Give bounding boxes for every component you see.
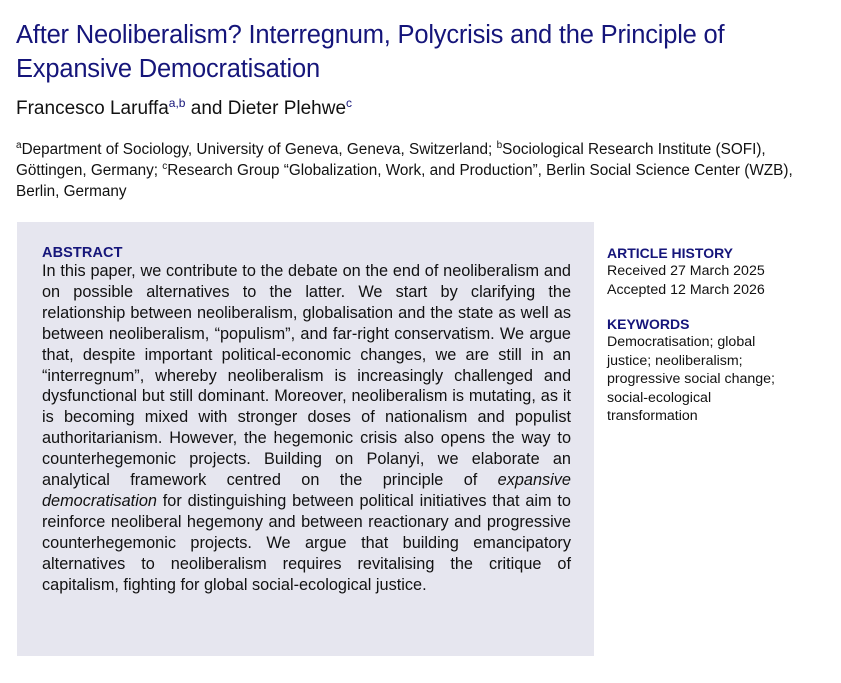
author-name: Dieter Plehwe: [227, 98, 347, 119]
author-affiliation-marks: c: [346, 96, 353, 110]
affiliation-mark: c: [162, 161, 168, 172]
abstract-box: [17, 222, 594, 656]
accepted-date: Accepted 12 March 2026: [607, 281, 765, 298]
keywords-heading: KEYWORDS: [607, 316, 690, 332]
article-title: After Neoliberalism? Interregnum, Polycrisis and the Principle of Expansive Democratisation: [16, 21, 725, 83]
keywords: [607, 316, 827, 426]
article-history-heading: ARTICLE HISTORY: [607, 245, 734, 261]
abstract-italic-phrase: expansive democratisation: [42, 471, 571, 510]
abstract-text-part: for distinguishing between political initiatives that aim to reinforce neoliberal hegemony and between reactionary and progressive counterhegemonic projects. We argue that building emancipatory alternatives to neoliberalism requires revitalising the critique of capitalism, fighting for global social-ecological justice.: [42, 491, 571, 594]
author-name: Francesco Laruffa: [16, 98, 169, 119]
article-history: [607, 245, 827, 299]
affiliation-text: Department of Sociology, University of Geneva, Geneva, Switzerland;: [21, 141, 493, 158]
abstract-text-part: In this paper, we contribute to the debate on the end of neoliberalism and on possible alternatives to the latter. We start by clarifying the relationship between neoliberalism, globalisation and the state as well as between neoliberalism, “populism”, and far-right conservatism. We argue that, despite important political-economic changes, we are still in an “interregnum”, whereby neoliberalism is increasingly challenged and dysfunctional but still dominant. Moreover, neoliberalism is mutating, as it is becoming mixed with stronger doses of nationalism and populist authoritarianism. However, the hegemonic crisis also opens the way to counterhegemonic projects. Building on Polanyi, we elaborate an analytical framework centred on the principle of: [42, 262, 571, 490]
received-date: Received 27 March 2025: [607, 263, 765, 279]
author-list: [16, 97, 352, 121]
author-affiliation-marks: a,b: [168, 96, 186, 110]
affiliations: [16, 139, 816, 202]
article-sidebar: [607, 245, 827, 426]
affiliation-text: Research Group “Globalization, Work, and Production”, Berlin Social Science Center (WZB), Berlin, Germany: [16, 162, 793, 200]
affiliation-mark: b: [496, 140, 503, 151]
abstract-text: [42, 261, 571, 596]
affiliation-mark: a: [16, 140, 22, 151]
authors-connector: and: [190, 98, 223, 119]
affiliation-text: Sociological Research Institute (SOFI), Göttingen, Germany;: [16, 141, 766, 179]
abstract-heading: ABSTRACT: [42, 245, 123, 261]
keywords-list: Democratisation; global justice; neoliberalism; progressive social change; social-ecological transformation: [607, 334, 775, 424]
